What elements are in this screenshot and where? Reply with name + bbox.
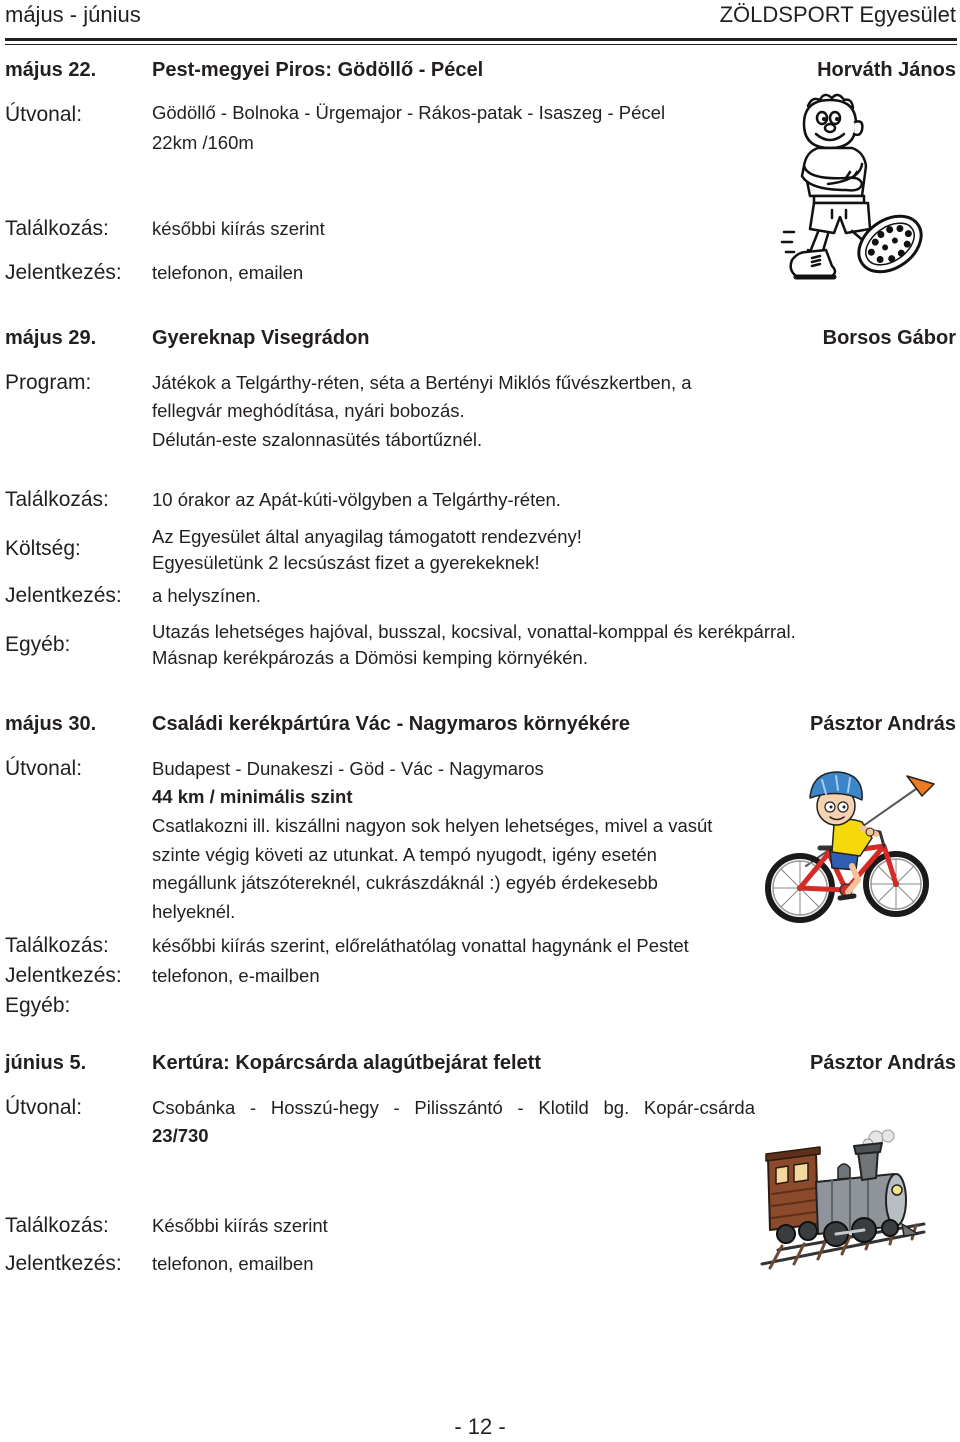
meeting-label: Találkozás: [5,934,109,957]
route-path: Budapest - Dunakeszi - Göd - Vác - Nagymaros [152,758,544,779]
event-title: Családi kerékpártúra Vác - Nagymaros környékére [152,713,631,735]
section-title: május - június [5,2,141,27]
signup-value: telefonon, e-mailben [152,965,320,986]
other-line: Utazás lehetséges hajóval, busszal, kocsival, vonattal-komppal és kerékpárral. [152,621,796,642]
route-stats: 44 km / minimális szint [152,786,353,807]
event-title: Kertúra: Kopárcsárda alagútbejárat felett [152,1052,542,1074]
meeting-label: Találkozás: [5,217,109,240]
other-line: Másnap kerékpározás a Dömösi kemping környékén. [152,647,588,668]
event-leader: Borsos Gábor [822,327,956,349]
event-leader: Pásztor András [810,713,956,735]
motion-lines [782,232,794,252]
hiker-back-boot [791,250,835,277]
cost-line: Egyesületünk 2 lecsúszást fizet a gyerekeknek! [152,552,540,573]
hiker-body [802,148,870,233]
meeting-value: 10 órakor az Apát-kúti-völgyben a Telgárthy-réten. [152,489,561,510]
program-line: Délután-este szalonnasütés tábortűznél. [152,429,483,450]
program-line: Játékok a Telgárthy-réten, séta a Bertényi Miklós fűvészkertben, a [152,372,692,393]
program-line: fellegvár meghódítása, nyári bobozás. [152,400,465,421]
event-title: Gyereknap Visegrádon [152,327,370,349]
route-note-line: szinte végig követi az utunkat. A tempó nyugodt, igény esetén [152,844,657,865]
cost-label: Költség: [5,537,81,560]
event-title: Pest-megyei Piros: Gödöllő - Pécel [152,59,484,81]
signup-value: a helyszínen. [152,585,262,606]
meeting-value: Későbbi kiírás szerint [152,1215,328,1236]
signup-value: telefonon, emailen [152,262,304,283]
signup-label: Jelentkezés: [5,964,122,987]
other-label: Egyéb: [5,994,71,1017]
route-note-line: megállunk játszótereknél, cukrászdáknál :) egyéb érdekesebb [152,872,658,893]
cyclist-child-illustration [760,762,936,924]
hiker-cartoon-illustration [778,92,930,287]
route-label: Útvonal: [5,757,83,780]
steam-locomotive-illustration [758,1128,928,1270]
meeting-value: későbbi kiírás szerint, előreláthatólag vonattal hagynánk el Pestet [152,935,689,956]
route-note-line: Csatlakozni ill. kiszállni nagyon sok helyen lehetséges, mivel a vasút [152,815,713,836]
club-name: ZÖLDSPORT Egyesület [719,2,956,27]
signup-label: Jelentkezés: [5,261,122,284]
event-date: május 22. [5,59,97,81]
event-date: június 5. [5,1052,87,1074]
signup-value: telefonon, emailben [152,1253,314,1274]
signup-label: Jelentkezés: [5,1252,122,1275]
event-leader: Horváth János [817,59,956,81]
page-number: - 12 - [454,1414,506,1439]
route-label: Útvonal: [5,1096,83,1119]
signup-label: Jelentkezés: [5,584,122,607]
event-date: május 29. [5,327,97,349]
hiker-head [804,95,862,148]
meeting-value: későbbi kiírás szerint [152,218,325,239]
program-label: Program: [5,371,92,394]
meeting-label: Találkozás: [5,488,109,511]
other-label: Egyéb: [5,633,71,656]
event-leader: Pásztor András [810,1052,956,1074]
event-date: május 30. [5,713,97,735]
route-label: Útvonal: [5,103,83,126]
meeting-label: Találkozás: [5,1214,109,1237]
tender-car [766,1147,820,1230]
route-stats: 23/730 [152,1125,209,1146]
header-rule-thin [5,44,957,45]
header-rule-thick [5,38,957,41]
route-path: Gödöllő - Bolnoka - Ürgemajor - Rákos-patak - Isaszeg - Pécel [152,102,666,123]
route-path: Csobánka - Hosszú-hegy - Pilisszántó - Klotild bg. Kopár-csárda [152,1097,755,1118]
route-stats: 22km /160m [152,132,254,153]
cost-line: Az Egyesület által anyagilag támogatott rendezvény! [152,526,582,547]
route-note-line: helyeknél. [152,901,236,922]
